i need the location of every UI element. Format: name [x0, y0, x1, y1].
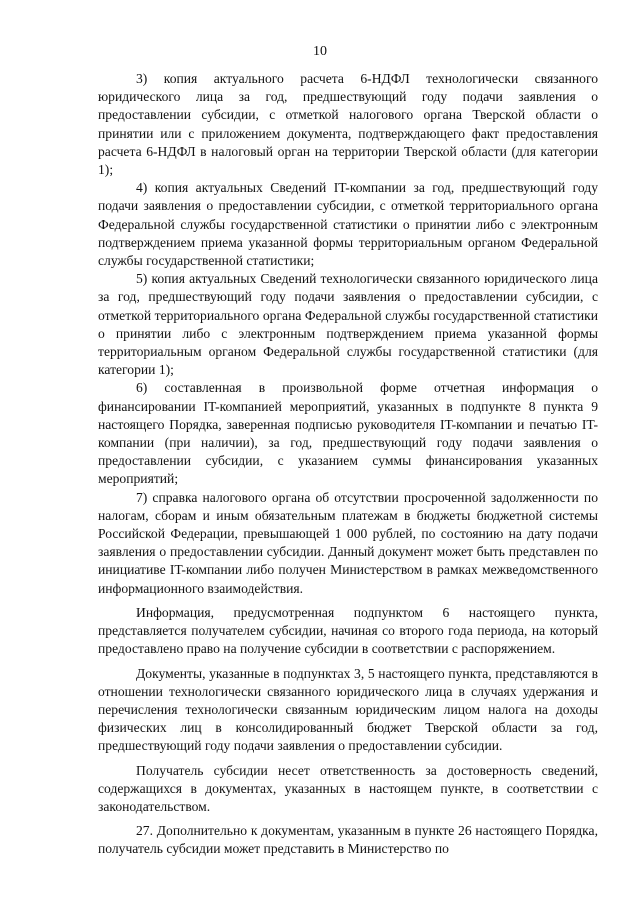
paragraph-item-6: 6) составленная в произвольной форме отчетная информация о финансировании IT-компанией мероприятий, указанных в подпункте 8 пункта 9 настоящего Порядка, заверенная подписью руководителя IT-компании и печатью IT-компании (при наличии), за год, предшествующий году подачи заявления о предоставлении субсидии, с указанием суммы финансирования указанных мероприятий; — [98, 380, 598, 487]
paragraph-information-note: Информация, предусмотренная подпунктом 6 настоящего пункта, представляется получателем субсидии, начиная со второго года периода, на который предоставлено право на получение субсидии в соответствии с распоряжением. — [98, 604, 598, 657]
paragraph-documents-note: Документы, указанные в подпунктах 3, 5 настоящего пункта, представляются в отношении технологически связанного юридического лица в случаях удержания и перечисления технологически связанным юридическим лицом налога на доходы физических лиц в консолидированный бюджет Тверской области за год, предшествующий году подачи заявления о предоставлении субсидии. — [98, 665, 598, 754]
paragraph-item-4: 4) копия актуальных Сведений IT-компании за год, предшествующий году подачи заявления о предоставлении субсидии, с отметкой территориального органа Федеральной службы государственной статистики о принятии либо с электронным подтверждением приема указанной формы территориальным органом Федеральной службы государственной статистики; — [98, 180, 598, 269]
paragraph-responsibility-note: Получатель субсидии несет ответственность за достоверность сведений, содержащихся в документах, указанных в настоящем пункте, в соответствии с законодательством. — [98, 762, 598, 814]
page-number: 10 — [313, 44, 327, 59]
document-body — [98, 70, 598, 859]
paragraph-item-3: 3) копия актуального расчета 6-НДФЛ технологически связанного юридического лица за год, предшествующий году подачи заявления о предоставлении субсидии, с отметкой налогового органа Тверской области о принятии или с приложением документа, подтверждающего факт предоставления расчета 6-НДФЛ в налоговый орган на территории Тверской области (для категории 1); — [98, 71, 598, 178]
paragraph-item-5: 5) копия актуальных Сведений технологически связанного юридического лица за год, предшествующий году подачи заявления о предоставлении субсидии, с отметкой территориального органа Федеральной службы государственной статистики о принятии либо с электронным подтверждением приема указанной формы территориальным органом Федеральной службы государственной статистики (для категории 1); — [98, 271, 598, 378]
paragraph-clause-27: 27. Дополнительно к документам, указанным в пункте 26 настоящего Порядка, получатель субсидии может представить в Министерство по — [98, 823, 598, 857]
paragraph-item-7: 7) справка налогового органа об отсутствии просроченной задолженности по налогам, сборам и иным обязательным платежам в бюджеты бюджетной системы Российской Федерации, превышающей 1 000 рублей, по состоянию на дату подачи заявления о предоставлении субсидии. Данный документ может быть представлен по инициативе IT-компании либо получен Министерством в рамках межведомственного информационного взаимодействия. — [98, 489, 598, 596]
